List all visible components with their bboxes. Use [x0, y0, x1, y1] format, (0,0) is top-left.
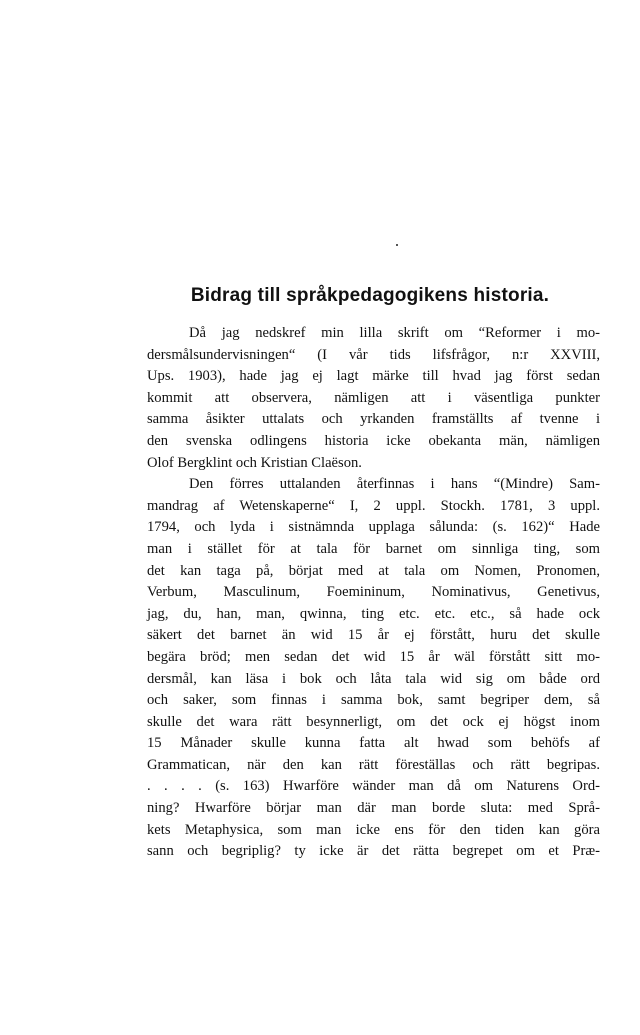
- text-line: den svenska odlingens historia icke obekanta män, nämligen: [147, 432, 600, 449]
- text-line: dersmålsundervisningen“ (I vår tids lifsfrågor, n:r XXVIII,: [147, 346, 600, 363]
- text-line: 1794, och lyda i sistnämnda upplaga sålunda: (s. 162)“ Hade: [147, 519, 600, 536]
- text-line: kommit att observera, nämligen att i väsentliga punkter: [147, 389, 600, 406]
- text-line: mandrag af Wetenskaperne“ I, 2 uppl. Stockh. 1781, 3 uppl.: [147, 497, 600, 514]
- text-line: begära bröd; men sedan det wid 15 år wäl förstått sitt mo-: [147, 648, 600, 665]
- text-line: säkert det barnet än wid 15 år ej förstått, huru det skulle: [147, 627, 600, 644]
- text-line: Grammatican, när den kan rätt föreställas och rätt begripas.: [147, 756, 600, 773]
- text-line: Den förres uttalanden återfinnas i hans “(Mindre) Sam-: [189, 476, 600, 493]
- printer-mark: [396, 244, 398, 246]
- text-line: samma åsikter uttalats och yrkanden framställts af tvenne i: [147, 411, 600, 428]
- text-line: det kan taga på, börjat med at tala om Nomen, Pronomen,: [147, 562, 600, 579]
- text-line: ning? Hwarföre börjar man där man borde sluta: med Språ-: [147, 800, 600, 817]
- text-line: Ups. 1903), hade jag ej lagt märke till hvad jag först sedan: [147, 368, 600, 385]
- text-line: Då jag nedskref min lilla skrift om “Reformer i mo-: [189, 325, 600, 341]
- text-line: och saker, som finnas i samma bok, samt begriper dem, så: [147, 692, 600, 709]
- text-line: 15 Månader skulle kunna fatta alt hwad som behöfs af: [147, 735, 600, 752]
- article-title: Bidrag till språkpedagogikens historia.: [190, 285, 550, 306]
- text-line: Verbum, Masculinum, Foemininum, Nominativus, Genetivus,: [147, 584, 600, 601]
- article-body: [147, 323, 600, 863]
- text-line: man i stället för at tala för barnet om sinnliga ting, som: [147, 540, 600, 557]
- text-line: . . . . (s. 163) Hwarföre wänder man då om Naturens Ord-: [147, 778, 600, 795]
- text-line: dersmål, kan läsa i bok och låta tala wid sig om både ord: [147, 670, 600, 687]
- text-line: sann och begriplig? ty icke är det rätta begrepet om et Præ-: [147, 843, 600, 860]
- text-line: kets Metaphysica, som man icke ens för den tiden kan göra: [147, 821, 600, 838]
- text-line: jag, du, han, man, qwinna, ting etc. etc. etc., så hade ock: [147, 605, 600, 622]
- text-line: skulle det wara rätt besynnerligt, om det ock ej högst inom: [147, 713, 600, 730]
- text-line: Olof Bergklint och Kristian Claëson.: [147, 454, 362, 471]
